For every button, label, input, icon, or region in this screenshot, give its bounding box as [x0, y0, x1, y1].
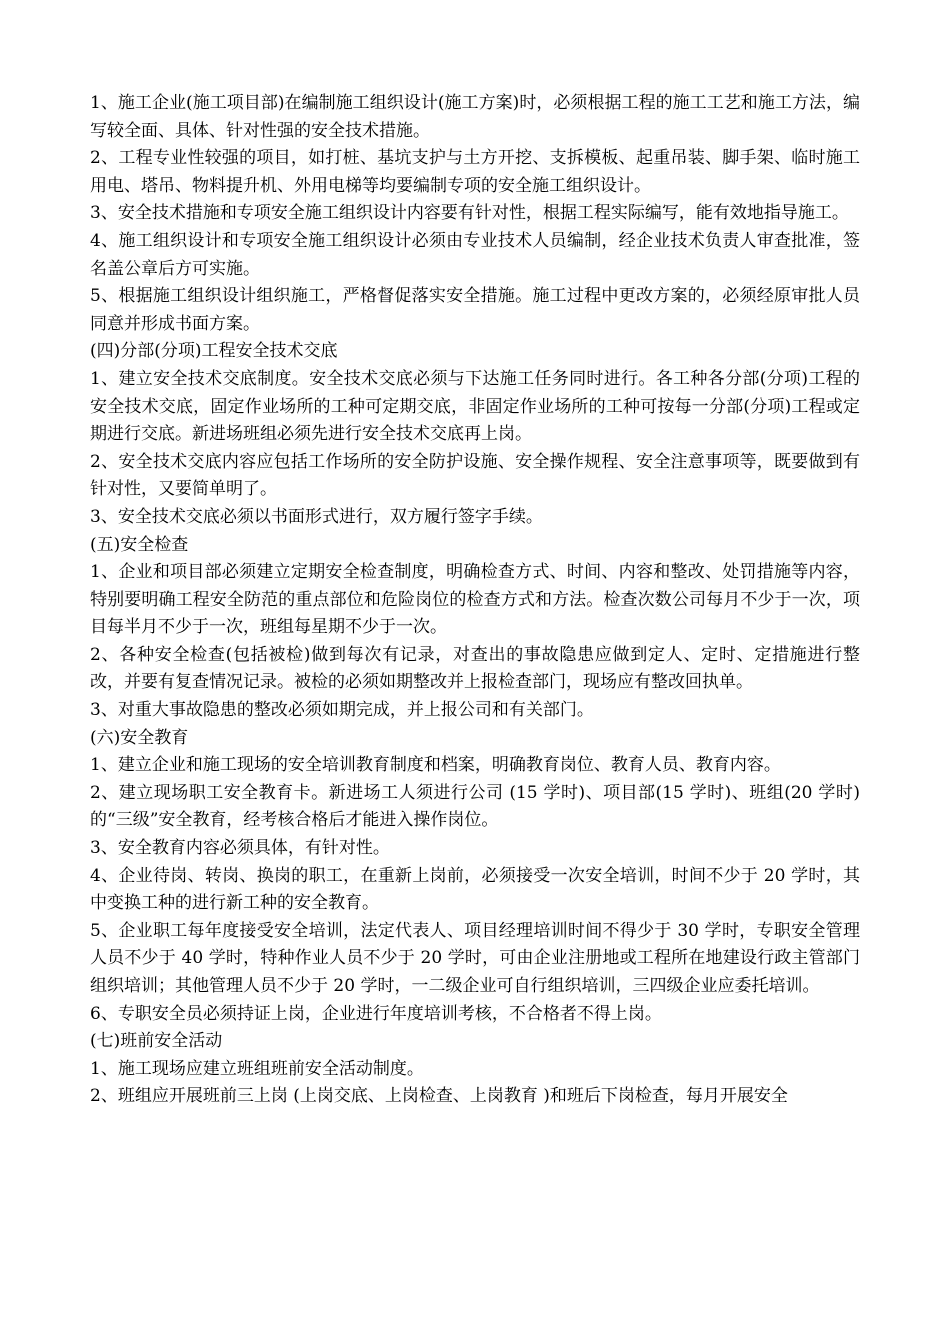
paragraph: 2、各种安全检查(包括被检)做到每次有记录，对查出的事故隐患应做到定人、定时、定措施进行整改，并要有复查情况记录。被检的必须如期整改并上报检查部门，现场应有整改回执单。 [90, 644, 860, 693]
paragraph: 3、安全教育内容必须具体，有针对性。 [90, 838, 390, 859]
document-body [90, 90, 860, 1111]
paragraph: 1、施工现场应建立班组班前安全活动制度。 [90, 1058, 424, 1079]
paragraph: 6、专职安全员必须持证上岗，企业进行年度培训考核，不合格者不得上岗。 [90, 1003, 662, 1024]
paragraph: 5、根据施工组织设计组织施工，严格督促落实安全措施。施工过程中更改方案的，必须经原审批人员同意并形成书面方案。 [90, 286, 860, 334]
section-heading: (五)安全检查 [90, 534, 189, 555]
paragraph: 4、施工组织设计和专项安全施工组织设计必须由专业技术人员编制，经企业技术负责人审查批准，签名盖公章后方可实施。 [90, 230, 860, 279]
paragraph: 1、企业和项目部必须建立定期安全检查制度，明确检查方式、时间、内容和整改、处罚措施等内容，特别要明确工程安全防范的重点部位和危险岗位的检查方式和方法。检查次数公司每月不少于一次，项目每半月不少于一次，班组每星期不少于一次。 [90, 562, 860, 638]
paragraph: 2、工程专业性较强的项目，如打桩、基坑支护与土方开挖、支拆模板、起重吊装、脚手架、临时施工用电、塔吊、物料提升机、外用电梯等均要编制专项的安全施工组织设计。 [90, 148, 860, 196]
paragraph: 1、施工企业(施工项目部)在编制施工组织设计(施工方案)时，必须根据工程的施工工艺和施工方法，编写较全面、具体、针对性强的安全技术措施。 [90, 93, 860, 141]
paragraph: 5、企业职工每年度接受安全培训，法定代表人、项目经理培训时间不得少于 30 学时，专职安全管理人员不少于 40 学时，特种作业人员不少于 20 学时，可由企业注册地或工程所在地建设行政主管部门组织培训；其他管理人员不少于 20 学时，一二级企业可自行组织培训，三四级企业应委托培训。 [90, 920, 860, 996]
section-heading: (七)班前安全活动 [90, 1031, 223, 1052]
section-heading: (六)安全教育 [90, 727, 189, 748]
paragraph: 2、班组应开展班前三上岗 (上岗交底、上岗检查、上岗教育 )和班后下岗检查，每月开展安全 [90, 1086, 788, 1107]
section-heading: (四)分部(分项)工程安全技术交底 [90, 341, 338, 362]
paragraph: 1、建立安全技术交底制度。安全技术交底必须与下达施工任务同时进行。各工种各分部(分项)工程的安全技术交底，固定作业场所的工种可定期交底，非固定作业场所的工种可按每一分部(分项)工程或定期进行交底。新进场班组必须先进行安全技术交底再上岗。 [90, 368, 860, 445]
paragraph: 2、建立现场职工安全教育卡。新进场工人须进行公司 (15 学时)、项目部(15 学时)、班组(20 学时)的“三级”安全教育，经考核合格后才能进入操作岗位。 [90, 782, 860, 831]
paragraph: 2、安全技术交底内容应包括工作场所的安全防护设施、安全操作规程、安全注意事项等，既要做到有针对性，又要简单明了。 [90, 451, 860, 500]
paragraph: 3、安全技术交底必须以书面形式进行，双方履行签字手续。 [90, 506, 543, 527]
paragraph: 4、企业待岗、转岗、换岗的职工，在重新上岗前，必须接受一次安全培训，时间不少于 20 学时，其中变换工种的进行新工种的安全教育。 [90, 865, 860, 914]
paragraph: 1、建立企业和施工现场的安全培训教育制度和档案，明确教育岗位、教育人员、教育内容。 [90, 755, 781, 776]
paragraph: 3、对重大事故隐患的整改必须如期完成，并上报公司和有关部门。 [90, 700, 594, 721]
paragraph: 3、安全技术措施和专项安全施工组织设计内容要有针对性，根据工程实际编写，能有效地指导施工。 [90, 203, 849, 224]
